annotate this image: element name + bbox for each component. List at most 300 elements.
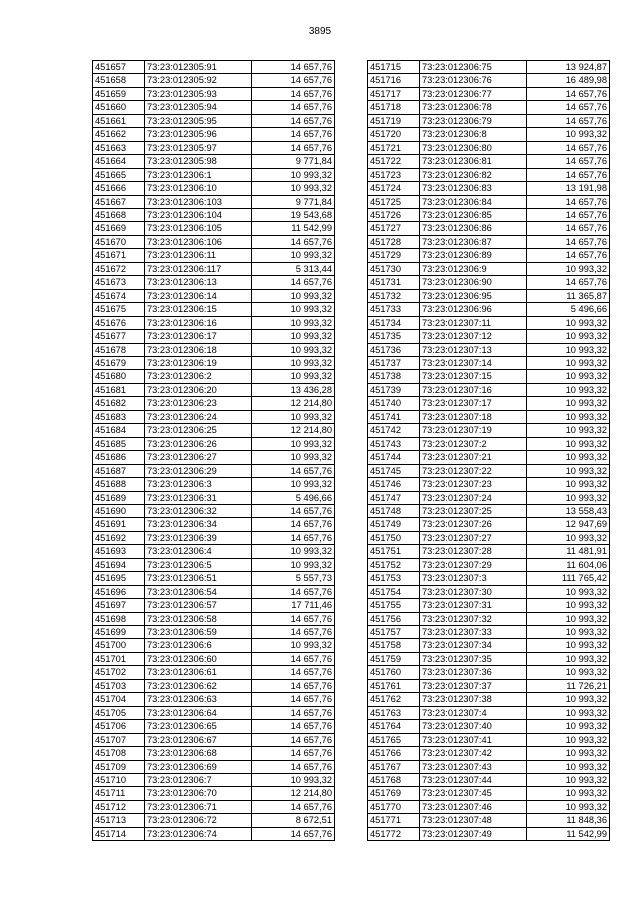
row-number-cell: 451765 <box>368 733 420 746</box>
table-row <box>93 262 335 275</box>
row-number-cell: 451698 <box>93 612 145 625</box>
table-row <box>368 61 610 74</box>
table-row <box>93 356 335 369</box>
cadastral-number-cell: 73:23:012306:85 <box>420 208 527 221</box>
cadastral-number-cell: 73:23:012306:25 <box>145 424 252 437</box>
cadastral-number-cell: 73:23:012307:48 <box>420 814 527 827</box>
value-cell: 10 993,32 <box>527 800 610 813</box>
row-number-cell: 451665 <box>93 168 145 181</box>
row-number-cell: 451680 <box>93 370 145 383</box>
table-row <box>368 114 610 127</box>
row-number-cell: 451673 <box>93 276 145 289</box>
row-number-cell: 451763 <box>368 706 420 719</box>
row-number-cell: 451729 <box>368 249 420 262</box>
table-row <box>93 558 335 571</box>
row-number-cell: 451682 <box>93 397 145 410</box>
row-number-cell: 451744 <box>368 451 420 464</box>
table-left <box>92 60 335 841</box>
table-row <box>368 706 610 719</box>
cadastral-number-cell: 73:23:012306:61 <box>145 666 252 679</box>
row-number-cell: 451743 <box>368 437 420 450</box>
table-row <box>368 330 610 343</box>
cadastral-number-cell: 73:23:012306:32 <box>145 504 252 517</box>
row-number-cell: 451738 <box>368 370 420 383</box>
value-cell: 14 657,76 <box>252 128 335 141</box>
row-number-cell: 451758 <box>368 639 420 652</box>
cadastral-number-cell: 73:23:012305:98 <box>145 155 252 168</box>
value-cell: 10 993,32 <box>252 330 335 343</box>
cadastral-number-cell: 73:23:012306:7 <box>145 774 252 787</box>
table-row <box>93 87 335 100</box>
value-cell: 14 657,76 <box>252 585 335 598</box>
value-cell: 14 657,76 <box>252 733 335 746</box>
cadastral-number-cell: 73:23:012306:2 <box>145 370 252 383</box>
table-row <box>368 410 610 423</box>
cadastral-number-cell: 73:23:012307:21 <box>420 451 527 464</box>
table-row <box>368 168 610 181</box>
cadastral-number-cell: 73:23:012307:16 <box>420 383 527 396</box>
row-number-cell: 451721 <box>368 141 420 154</box>
table-row <box>368 343 610 356</box>
table-row <box>368 733 610 746</box>
cadastral-number-cell: 73:23:012307:40 <box>420 720 527 733</box>
table-row <box>93 545 335 558</box>
row-number-cell: 451722 <box>368 155 420 168</box>
value-cell: 14 657,76 <box>527 249 610 262</box>
value-cell: 14 657,76 <box>252 74 335 87</box>
cadastral-number-cell: 73:23:012306:6 <box>145 639 252 652</box>
cadastral-number-cell: 73:23:012306:117 <box>145 262 252 275</box>
table-right-body <box>368 61 610 841</box>
table-row <box>368 249 610 262</box>
value-cell: 14 657,76 <box>252 87 335 100</box>
row-number-cell: 451759 <box>368 652 420 665</box>
value-cell: 11 542,99 <box>527 827 610 840</box>
row-number-cell: 451711 <box>93 787 145 800</box>
row-number-cell: 451735 <box>368 330 420 343</box>
cadastral-number-cell: 73:23:012306:80 <box>420 141 527 154</box>
row-number-cell: 451747 <box>368 491 420 504</box>
value-cell: 14 657,76 <box>527 141 610 154</box>
row-number-cell: 451760 <box>368 666 420 679</box>
cadastral-number-cell: 73:23:012307:42 <box>420 747 527 760</box>
row-number-cell: 451724 <box>368 182 420 195</box>
table-row <box>93 182 335 195</box>
row-number-cell: 451708 <box>93 747 145 760</box>
cadastral-number-cell: 73:23:012307:31 <box>420 599 527 612</box>
cadastral-number-cell: 73:23:012306:103 <box>145 195 252 208</box>
table-row <box>368 451 610 464</box>
value-cell: 14 657,76 <box>527 222 610 235</box>
cadastral-number-cell: 73:23:012307:18 <box>420 410 527 423</box>
table-row <box>93 612 335 625</box>
cadastral-number-cell: 73:23:012306:54 <box>145 585 252 598</box>
cadastral-number-cell: 73:23:012306:106 <box>145 235 252 248</box>
cadastral-number-cell: 73:23:012307:29 <box>420 558 527 571</box>
cadastral-number-cell: 73:23:012305:92 <box>145 74 252 87</box>
value-cell: 10 993,32 <box>527 531 610 544</box>
page-number: 3895 <box>308 26 332 37</box>
cadastral-number-cell: 73:23:012306:83 <box>420 182 527 195</box>
table-row <box>93 155 335 168</box>
value-cell: 10 993,32 <box>252 451 335 464</box>
table-row <box>93 652 335 665</box>
value-cell: 11 481,91 <box>527 545 610 558</box>
value-cell: 12 214,80 <box>252 397 335 410</box>
table-row <box>93 74 335 87</box>
cadastral-number-cell: 73:23:012306:96 <box>420 303 527 316</box>
row-number-cell: 451717 <box>368 87 420 100</box>
row-number-cell: 451710 <box>93 774 145 787</box>
row-number-cell: 451661 <box>93 114 145 127</box>
table-row <box>93 531 335 544</box>
table-row <box>93 599 335 612</box>
row-number-cell: 451749 <box>368 518 420 531</box>
cadastral-number-cell: 73:23:012306:81 <box>420 155 527 168</box>
table-row <box>368 518 610 531</box>
table-row <box>368 652 610 665</box>
value-cell: 14 657,76 <box>252 693 335 706</box>
cadastral-number-cell: 73:23:012306:15 <box>145 303 252 316</box>
table-row <box>93 706 335 719</box>
cadastral-number-cell: 73:23:012306:11 <box>145 249 252 262</box>
value-cell: 14 657,76 <box>252 504 335 517</box>
row-number-cell: 451761 <box>368 679 420 692</box>
value-cell: 10 993,32 <box>527 383 610 396</box>
value-cell: 14 657,76 <box>252 679 335 692</box>
table-right <box>367 60 610 841</box>
table-row <box>368 572 610 585</box>
row-number-cell: 451699 <box>93 626 145 639</box>
table-row <box>368 356 610 369</box>
table-row <box>368 87 610 100</box>
cadastral-number-cell: 73:23:012307:37 <box>420 679 527 692</box>
cadastral-number-cell: 73:23:012306:18 <box>145 343 252 356</box>
row-number-cell: 451730 <box>368 262 420 275</box>
row-number-cell: 451683 <box>93 410 145 423</box>
value-cell: 14 657,76 <box>252 101 335 114</box>
table-row <box>368 262 610 275</box>
row-number-cell: 451727 <box>368 222 420 235</box>
cadastral-number-cell: 73:23:012306:26 <box>145 437 252 450</box>
table-row <box>93 424 335 437</box>
cadastral-number-cell: 73:23:012306:68 <box>145 747 252 760</box>
row-number-cell: 451748 <box>368 504 420 517</box>
row-number-cell: 451701 <box>93 652 145 665</box>
table-row <box>93 693 335 706</box>
table-row <box>368 182 610 195</box>
row-number-cell: 451696 <box>93 585 145 598</box>
cadastral-number-cell: 73:23:012307:49 <box>420 827 527 840</box>
row-number-cell: 451767 <box>368 760 420 773</box>
value-cell: 14 657,76 <box>527 276 610 289</box>
cadastral-number-cell: 73:23:012307:15 <box>420 370 527 383</box>
table-row <box>93 114 335 127</box>
row-number-cell: 451731 <box>368 276 420 289</box>
table-row <box>93 585 335 598</box>
table-row <box>368 276 610 289</box>
value-cell: 10 993,32 <box>527 612 610 625</box>
cadastral-number-cell: 73:23:012306:14 <box>145 289 252 302</box>
value-cell: 10 993,32 <box>527 410 610 423</box>
table-row <box>368 128 610 141</box>
row-number-cell: 451733 <box>368 303 420 316</box>
value-cell: 10 993,32 <box>527 693 610 706</box>
cadastral-number-cell: 73:23:012306:65 <box>145 720 252 733</box>
cadastral-number-cell: 73:23:012307:14 <box>420 356 527 369</box>
cadastral-number-cell: 73:23:012306:90 <box>420 276 527 289</box>
value-cell: 14 657,76 <box>252 760 335 773</box>
table-row <box>368 585 610 598</box>
cadastral-number-cell: 73:23:012305:97 <box>145 141 252 154</box>
table-row <box>93 572 335 585</box>
row-number-cell: 451687 <box>93 464 145 477</box>
cadastral-number-cell: 73:23:012306:74 <box>145 827 252 840</box>
value-cell: 14 657,76 <box>527 87 610 100</box>
cadastral-number-cell: 73:23:012307:2 <box>420 437 527 450</box>
row-number-cell: 451658 <box>93 74 145 87</box>
row-number-cell: 451741 <box>368 410 420 423</box>
value-cell: 10 993,32 <box>527 370 610 383</box>
cadastral-number-cell: 73:23:012306:69 <box>145 760 252 773</box>
value-cell: 14 657,76 <box>252 720 335 733</box>
row-number-cell: 451700 <box>93 639 145 652</box>
value-cell: 14 657,76 <box>527 235 610 248</box>
table-row <box>93 141 335 154</box>
table-row <box>93 289 335 302</box>
value-cell: 17 711,46 <box>252 599 335 612</box>
cadastral-number-cell: 73:23:012306:1 <box>145 168 252 181</box>
value-cell: 14 657,76 <box>252 531 335 544</box>
value-cell: 10 993,32 <box>527 316 610 329</box>
table-row <box>93 101 335 114</box>
cadastral-number-cell: 73:23:012307:11 <box>420 316 527 329</box>
table-row <box>368 639 610 652</box>
cadastral-number-cell: 73:23:012307:23 <box>420 478 527 491</box>
row-number-cell: 451660 <box>93 101 145 114</box>
value-cell: 14 657,76 <box>252 235 335 248</box>
value-cell: 10 993,32 <box>252 437 335 450</box>
table-row <box>93 235 335 248</box>
cadastral-number-cell: 73:23:012306:63 <box>145 693 252 706</box>
table-row <box>368 208 610 221</box>
row-number-cell: 451772 <box>368 827 420 840</box>
row-number-cell: 451712 <box>93 800 145 813</box>
row-number-cell: 451659 <box>93 87 145 100</box>
value-cell: 14 657,76 <box>252 827 335 840</box>
table-row <box>368 814 610 827</box>
cadastral-number-cell: 73:23:012307:13 <box>420 343 527 356</box>
value-cell: 10 993,32 <box>527 437 610 450</box>
value-cell: 10 993,32 <box>252 545 335 558</box>
table-row <box>93 774 335 787</box>
value-cell: 14 657,76 <box>252 464 335 477</box>
cadastral-number-cell: 73:23:012306:24 <box>145 410 252 423</box>
row-number-cell: 451706 <box>93 720 145 733</box>
cadastral-number-cell: 73:23:012306:62 <box>145 679 252 692</box>
table-row <box>368 612 610 625</box>
row-number-cell: 451768 <box>368 774 420 787</box>
row-number-cell: 451692 <box>93 531 145 544</box>
row-number-cell: 451670 <box>93 235 145 248</box>
row-number-cell: 451728 <box>368 235 420 248</box>
cadastral-number-cell: 73:23:012307:32 <box>420 612 527 625</box>
table-row <box>368 720 610 733</box>
cadastral-number-cell: 73:23:012307:27 <box>420 531 527 544</box>
row-number-cell: 451732 <box>368 289 420 302</box>
table-row <box>368 74 610 87</box>
value-cell: 5 496,66 <box>527 303 610 316</box>
row-number-cell: 451697 <box>93 599 145 612</box>
value-cell: 14 657,76 <box>252 114 335 127</box>
cadastral-number-cell: 73:23:012307:26 <box>420 518 527 531</box>
cadastral-number-cell: 73:23:012307:35 <box>420 652 527 665</box>
value-cell: 10 993,32 <box>252 343 335 356</box>
cadastral-number-cell: 73:23:012306:86 <box>420 222 527 235</box>
table-row <box>93 195 335 208</box>
cadastral-number-cell: 73:23:012306:78 <box>420 101 527 114</box>
value-cell: 10 993,32 <box>252 182 335 195</box>
table-row <box>93 760 335 773</box>
table-row <box>93 679 335 692</box>
table-row <box>368 222 610 235</box>
row-number-cell: 451752 <box>368 558 420 571</box>
row-number-cell: 451725 <box>368 195 420 208</box>
cadastral-number-cell: 73:23:012306:57 <box>145 599 252 612</box>
value-cell: 14 657,76 <box>252 747 335 760</box>
cadastral-number-cell: 73:23:012306:20 <box>145 383 252 396</box>
table-left-body <box>93 61 335 841</box>
cadastral-number-cell: 73:23:012307:46 <box>420 800 527 813</box>
table-row <box>368 464 610 477</box>
value-cell: 10 993,32 <box>527 733 610 746</box>
table-row <box>368 437 610 450</box>
table-row <box>93 478 335 491</box>
row-number-cell: 451703 <box>93 679 145 692</box>
table-row <box>368 827 610 840</box>
table-row <box>368 666 610 679</box>
cadastral-number-cell: 73:23:012306:10 <box>145 182 252 195</box>
value-cell: 10 993,32 <box>252 370 335 383</box>
value-cell: 10 993,32 <box>527 451 610 464</box>
value-cell: 11 365,87 <box>527 289 610 302</box>
table-row <box>93 639 335 652</box>
value-cell: 12 214,80 <box>252 787 335 800</box>
table-row <box>368 383 610 396</box>
cadastral-number-cell: 73:23:012305:91 <box>145 61 252 74</box>
table-row <box>368 316 610 329</box>
cadastral-number-cell: 73:23:012306:16 <box>145 316 252 329</box>
row-number-cell: 451674 <box>93 289 145 302</box>
table-row <box>368 289 610 302</box>
value-cell: 10 993,32 <box>527 356 610 369</box>
table-row <box>93 303 335 316</box>
cadastral-number-cell: 73:23:012305:94 <box>145 101 252 114</box>
cadastral-number-cell: 73:23:012306:3 <box>145 478 252 491</box>
row-number-cell: 451764 <box>368 720 420 733</box>
row-number-cell: 451715 <box>368 61 420 74</box>
value-cell: 10 993,32 <box>252 316 335 329</box>
row-number-cell: 451669 <box>93 222 145 235</box>
value-cell: 10 993,32 <box>527 666 610 679</box>
row-number-cell: 451716 <box>368 74 420 87</box>
table-row <box>93 747 335 760</box>
value-cell: 10 993,32 <box>527 774 610 787</box>
row-number-cell: 451678 <box>93 343 145 356</box>
table-row <box>368 531 610 544</box>
row-number-cell: 451704 <box>93 693 145 706</box>
cadastral-number-cell: 73:23:012306:23 <box>145 397 252 410</box>
row-number-cell: 451726 <box>368 208 420 221</box>
cadastral-number-cell: 73:23:012306:34 <box>145 518 252 531</box>
cadastral-number-cell: 73:23:012307:45 <box>420 787 527 800</box>
value-cell: 10 993,32 <box>252 289 335 302</box>
row-number-cell: 451690 <box>93 504 145 517</box>
cadastral-number-cell: 73:23:012307:44 <box>420 774 527 787</box>
value-cell: 10 993,32 <box>527 478 610 491</box>
row-number-cell: 451695 <box>93 572 145 585</box>
row-number-cell: 451667 <box>93 195 145 208</box>
table-row <box>368 303 610 316</box>
table-row <box>368 760 610 773</box>
value-cell: 10 993,32 <box>527 760 610 773</box>
table-row <box>93 827 335 840</box>
value-cell: 10 993,32 <box>527 599 610 612</box>
row-number-cell: 451771 <box>368 814 420 827</box>
value-cell: 14 657,76 <box>527 101 610 114</box>
cadastral-number-cell: 73:23:012307:41 <box>420 733 527 746</box>
table-row <box>368 424 610 437</box>
row-number-cell: 451742 <box>368 424 420 437</box>
table-row <box>368 693 610 706</box>
value-cell: 10 993,32 <box>252 410 335 423</box>
value-cell: 5 313,44 <box>252 262 335 275</box>
value-cell: 11 848,36 <box>527 814 610 827</box>
cadastral-number-cell: 73:23:012306:105 <box>145 222 252 235</box>
row-number-cell: 451663 <box>93 141 145 154</box>
row-number-cell: 451709 <box>93 760 145 773</box>
cadastral-number-cell: 73:23:012306:87 <box>420 235 527 248</box>
cadastral-number-cell: 73:23:012306:5 <box>145 558 252 571</box>
table-row <box>93 343 335 356</box>
table-row <box>93 168 335 181</box>
value-cell: 10 993,32 <box>252 639 335 652</box>
cadastral-number-cell: 73:23:012306:8 <box>420 128 527 141</box>
value-cell: 9 771,84 <box>252 155 335 168</box>
row-number-cell: 451677 <box>93 330 145 343</box>
table-row <box>368 545 610 558</box>
cadastral-number-cell: 73:23:012306:75 <box>420 61 527 74</box>
cadastral-number-cell: 73:23:012307:24 <box>420 491 527 504</box>
value-cell: 10 993,32 <box>527 706 610 719</box>
table-row <box>93 316 335 329</box>
value-cell: 10 993,32 <box>527 585 610 598</box>
value-cell: 19 543,68 <box>252 208 335 221</box>
value-cell: 10 993,32 <box>527 491 610 504</box>
row-number-cell: 451685 <box>93 437 145 450</box>
row-number-cell: 451757 <box>368 626 420 639</box>
value-cell: 14 657,76 <box>527 195 610 208</box>
table-row <box>368 558 610 571</box>
table-row <box>368 747 610 760</box>
row-number-cell: 451689 <box>93 491 145 504</box>
value-cell: 11 542,99 <box>252 222 335 235</box>
cadastral-number-cell: 73:23:012306:60 <box>145 652 252 665</box>
table-row <box>368 195 610 208</box>
cadastral-number-cell: 73:23:012307:36 <box>420 666 527 679</box>
cadastral-number-cell: 73:23:012306:31 <box>145 491 252 504</box>
row-number-cell: 451694 <box>93 558 145 571</box>
